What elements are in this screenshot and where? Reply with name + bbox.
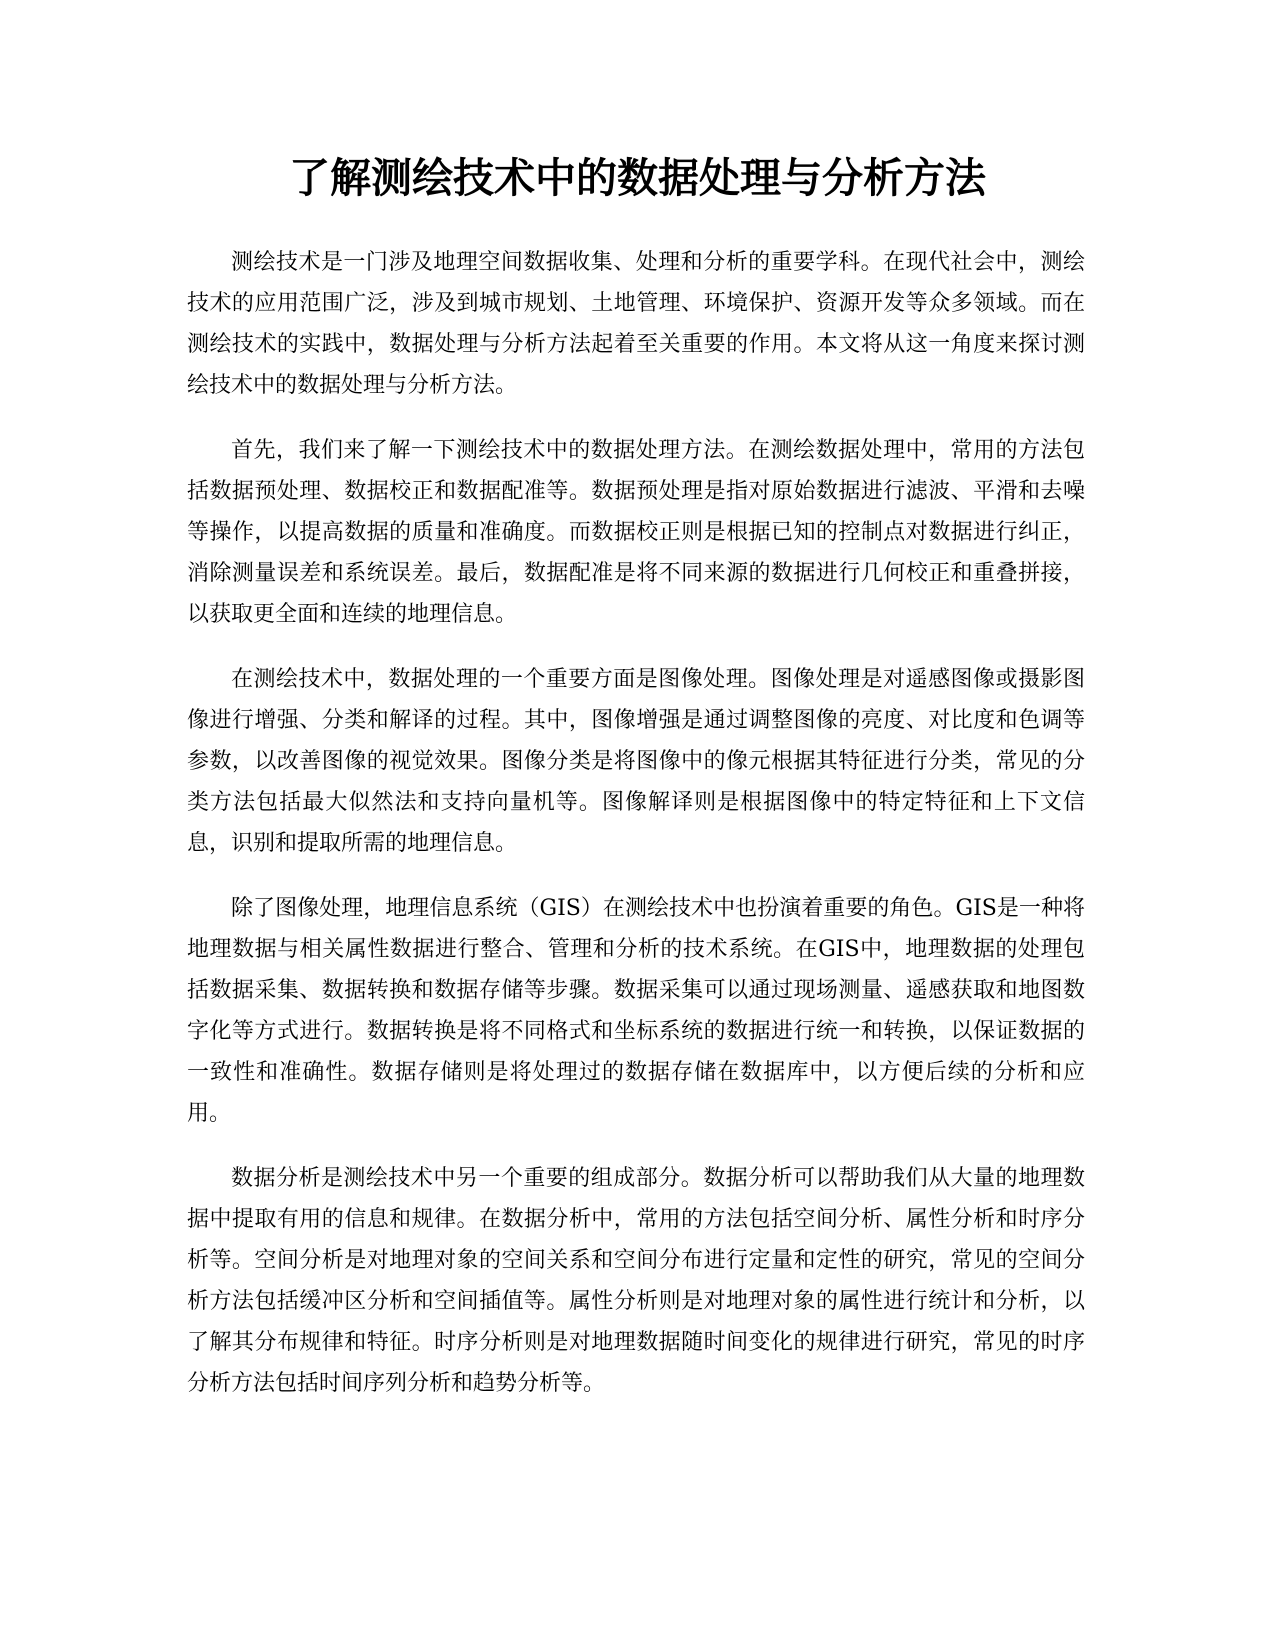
paragraph-data-processing: 首先，我们来了解一下测绘技术中的数据处理方法。在测绘数据处理中，常用的方法包括数据预处理、数据校正和数据配准等。数据预处理是指对原始数据进行滤波、平滑和去噪等操作，以提高数据的质量和准确度。而数据校正则是根据已知的控制点对数据进行纠正，消除测量误差和系统误差。最后，数据配准是将不同来源的数据进行几何校正和重叠拼接，以获取更全面和连续的地理信息。 xyxy=(187,438,1085,627)
paragraph-intro: 测绘技术是一门涉及地理空间数据收集、处理和分析的重要学科。在现代社会中，测绘技术的应用范围广泛，涉及到城市规划、土地管理、环境保护、资源开发等众多领域。而在测绘技术的实践中，数据处理与分析方法起着至关重要的作用。本文将从这一角度来探讨测绘技术中的数据处理与分析方法。 xyxy=(187,250,1085,398)
document-title: 了解测绘技术中的数据处理与分析方法 xyxy=(289,154,986,202)
paragraph-gis: 除了图像处理，地理信息系统（GIS）在测绘技术中也扮演着重要的角色。GIS是一种将地理数据与相关属性数据进行整合、管理和分析的技术系统。在GIS中，地理数据的处理包括数据采集、数据转换和数据存储等步骤。数据采集可以通过现场测量、遥感获取和地图数字化等方式进行。数据转换是将不同格式和坐标系统的数据进行统一和转换，以保证数据的一致性和准确性。数据存储则是将处理过的数据存储在数据库中，以方便后续的分析和应用。 xyxy=(187,896,1085,1126)
paragraph-image-processing: 在测绘技术中，数据处理的一个重要方面是图像处理。图像处理是对遥感图像或摄影图像进行增强、分类和解译的过程。其中，图像增强是通过调整图像的亮度、对比度和色调等参数，以改善图像的视觉效果。图像分类是将图像中的像元根据其特征进行分类，常见的分类方法包括最大似然法和支持向量机等。图像解译则是根据图像中的特定特征和上下文信息，识别和提取所需的地理信息。 xyxy=(187,667,1085,856)
paragraph-data-analysis: 数据分析是测绘技术中另一个重要的组成部分。数据分析可以帮助我们从大量的地理数据中提取有用的信息和规律。在数据分析中，常用的方法包括空间分析、属性分析和时序分析等。空间分析是对地理对象的空间关系和空间分布进行定量和定性的研究，常见的空间分析方法包括缓冲区分析和空间插值等。属性分析则是对地理对象的属性进行统计和分析，以了解其分布规律和特征。时序分析则是对地理数据随时间变化的规律进行研究，常见的时序分析方法包括时间序列分析和趋势分析等。 xyxy=(187,1166,1085,1396)
document-body xyxy=(187,242,1085,1428)
